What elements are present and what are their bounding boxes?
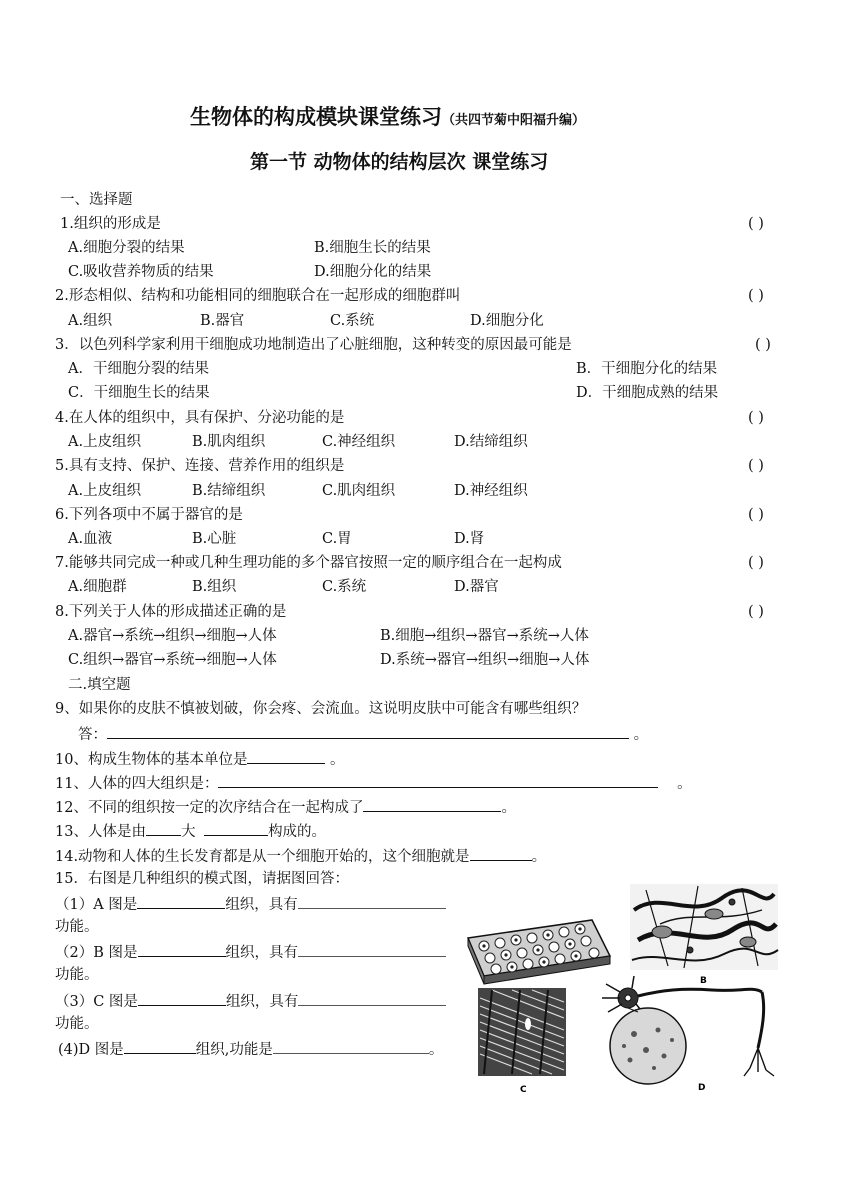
q1-stem: 1.组织的形成是 — [60, 216, 161, 232]
q1-option-b[interactable]: B.细胞生长的结果 — [314, 240, 431, 256]
q11-row — [55, 772, 692, 794]
q10-text: 10、构成生物体的基本单位是 — [55, 752, 248, 768]
q5-option-d[interactable]: D.神经组织 — [454, 483, 528, 499]
q4-stem: 4.在人体的组织中，具有保护、分泌功能的是 — [55, 410, 345, 426]
q3-option-c[interactable]: C．干细胞生长的结果 — [68, 385, 210, 401]
q15-b-row — [55, 941, 446, 963]
q15-d-pre: (4)D 图是 — [58, 1042, 124, 1058]
q15-c-row — [55, 990, 446, 1012]
q14-row — [55, 845, 546, 867]
q7-option-a[interactable]: A.细胞群 — [68, 579, 127, 595]
q15-b-blank-1[interactable] — [138, 941, 226, 957]
q10-row — [55, 748, 345, 770]
q8-paren[interactable]: ( ) — [748, 604, 764, 620]
q2-option-a[interactable]: A.组织 — [68, 313, 113, 329]
q15-c-blank-1[interactable] — [138, 990, 226, 1006]
q8-option-c[interactable]: C.组织→器官→系统→细胞→人体 — [68, 652, 277, 668]
q7-option-b[interactable]: B.组织 — [192, 579, 237, 595]
q14-end: 。 — [531, 849, 547, 865]
connective-tissue-diagram — [630, 884, 778, 970]
q4-option-d[interactable]: D.结缔组织 — [454, 434, 528, 450]
q4-paren[interactable]: ( ) — [748, 410, 764, 426]
q6-option-c[interactable]: C.胃 — [322, 531, 352, 547]
q15-c-pre: （3）C 图是 — [55, 994, 138, 1010]
q1-option-c[interactable]: C.吸收营养物质的结果 — [68, 264, 214, 280]
q7-paren[interactable]: ( ) — [748, 555, 764, 571]
q15-a-pre: （1）A 图是 — [55, 897, 138, 913]
q7-option-c[interactable]: C.系统 — [322, 579, 367, 595]
q15-d-end: 。 — [428, 1042, 444, 1058]
q13-row — [55, 820, 326, 842]
q2-option-b[interactable]: B.器官 — [200, 313, 245, 329]
tissue-figure-svg — [462, 880, 780, 1095]
q10-blank[interactable] — [247, 748, 325, 764]
q9-answer-row — [78, 723, 648, 745]
q3-paren[interactable]: ( ) — [755, 337, 771, 353]
q6-option-d[interactable]: D.肾 — [454, 531, 485, 547]
q7-option-d[interactable]: D.器官 — [454, 579, 499, 595]
figure-label-c: C — [520, 1085, 527, 1095]
nerve-tissue-diagram — [602, 976, 774, 1084]
q5-stem: 5.具有支持、保护、连接、营养作用的组织是 — [55, 458, 345, 474]
q13-blank-1[interactable] — [146, 820, 181, 836]
q4-option-c[interactable]: C.神经组织 — [322, 434, 396, 450]
part1-heading: 一、选择题 — [60, 192, 133, 208]
q6-stem: 6.下列各项中不属于器官的是 — [55, 507, 243, 523]
title-note: （共四节菊中阳福升编） — [442, 113, 586, 128]
q2-paren[interactable]: ( ) — [748, 288, 764, 304]
title-main: 生物体的构成模块课堂练习 — [190, 105, 442, 129]
part2-heading: 二.填空题 — [68, 677, 131, 693]
q12-row — [55, 796, 516, 818]
q15-b-blank-2[interactable] — [298, 941, 446, 957]
q14-blank[interactable] — [470, 845, 532, 861]
q5-option-b[interactable]: B.结缔组织 — [192, 483, 266, 499]
q15-a-blank-2[interactable] — [298, 893, 446, 909]
q10-end: 。 — [325, 752, 345, 768]
q15-b-mid: 组织，具有 — [225, 945, 298, 961]
q15-a-func: 功能。 — [55, 919, 99, 935]
q9-answer-blank[interactable] — [107, 723, 629, 739]
q8-stem: 8.下列关于人体的形成描述正确的是 — [55, 604, 287, 620]
q2-stem: 2.形态相似、结构和功能相同的细胞联合在一起形成的细胞群叫 — [55, 288, 461, 304]
q11-blank[interactable] — [218, 772, 658, 788]
q15-d-row — [58, 1038, 443, 1060]
q15-a-mid: 组织，具有 — [225, 897, 298, 913]
q1-paren[interactable]: ( ) — [748, 216, 764, 232]
q15-b-pre: （2）B 图是 — [55, 945, 138, 961]
q6-option-a[interactable]: A.血液 — [68, 531, 113, 547]
q8-option-b[interactable]: B.细胞→组织→器官→系统→人体 — [380, 628, 589, 644]
q14-text: 14.动物和人体的生长发育都是从一个细胞开始的，这个细胞就是 — [55, 849, 470, 865]
figure-label-b: B — [700, 976, 707, 986]
q1-option-a[interactable]: A.细胞分裂的结果 — [68, 240, 185, 256]
q11-text: 11、人体的四大组织是： — [55, 776, 219, 792]
figure-label-d: D — [698, 1083, 706, 1093]
q12-text: 12、不同的组织按一定的次序结合在一起构成了 — [55, 800, 364, 816]
q6-paren[interactable]: ( ) — [748, 507, 764, 523]
q6-option-b[interactable]: B.心脏 — [192, 531, 237, 547]
q5-paren[interactable]: ( ) — [748, 458, 764, 474]
q3-option-b[interactable]: B．干细胞分化的结果 — [576, 361, 718, 377]
q3-option-d[interactable]: D．干细胞成熟的结果 — [576, 385, 719, 401]
q15-d-mid: 组织,功能是 — [195, 1042, 273, 1058]
q5-option-a[interactable]: A.上皮组织 — [68, 483, 142, 499]
q15-c-mid: 组织，具有 — [225, 994, 299, 1010]
q2-option-d[interactable]: D.细胞分化 — [470, 313, 544, 329]
q15-d-blank-2[interactable] — [273, 1038, 429, 1054]
q4-option-b[interactable]: B.肌肉组织 — [192, 434, 266, 450]
q7-stem: 7.能够共同完成一种或几种生理功能的多个器官按照一定的顺序组合在一起构成 — [55, 555, 562, 571]
muscle-tissue-diagram — [478, 988, 566, 1076]
q9-end: 。 — [633, 727, 649, 743]
q12-end: 。 — [501, 800, 516, 816]
q2-option-c[interactable]: C.系统 — [330, 313, 375, 329]
q13-blank-2[interactable] — [204, 820, 268, 836]
q15-b-func: 功能。 — [55, 967, 99, 983]
q15-d-blank-1[interactable] — [124, 1038, 196, 1054]
q3-option-a[interactable]: A．干细胞分裂的结果 — [68, 361, 209, 377]
q1-option-d[interactable]: D.细胞分化的结果 — [314, 264, 432, 280]
q4-option-a[interactable]: A.上皮组织 — [68, 434, 142, 450]
q15-c-func: 功能。 — [55, 1016, 99, 1032]
q13-mid: 大 — [180, 824, 196, 840]
q15-stem: 15．右图是几种组织的模式图，请据图回答： — [55, 871, 349, 887]
q11-end: 。 — [677, 776, 692, 792]
q15-c-blank-2[interactable] — [298, 990, 446, 1006]
q13-end: 构成的。 — [268, 824, 327, 840]
q9-stem: 9、如果你的皮肤不慎被划破，你会疼、会流血。这说明皮肤中可能含有哪些组织？ — [55, 701, 587, 717]
q8-option-a[interactable]: A.器官→系统→组织→细胞→人体 — [68, 628, 277, 644]
q12-blank[interactable] — [363, 796, 501, 812]
epithelial-tissue-diagram — [468, 920, 610, 984]
tissue-figure — [462, 880, 780, 1095]
q3-stem: 3．以色列科学家利用干细胞成功地制造出了心脏细胞，这种转变的原因最可能是 — [55, 337, 572, 353]
q9-answer-label: 答： — [78, 727, 107, 743]
q8-option-d[interactable]: D.系统→器官→组织→细胞→人体 — [380, 652, 590, 668]
q15-a-blank-1[interactable] — [137, 893, 225, 909]
section-title: 第一节 动物体的结构层次 课堂练习 — [250, 151, 549, 173]
q15-a-row — [55, 893, 446, 915]
q13-text: 13、人体是由 — [55, 824, 146, 840]
q5-option-c[interactable]: C.肌肉组织 — [322, 483, 396, 499]
page-title — [190, 104, 585, 134]
